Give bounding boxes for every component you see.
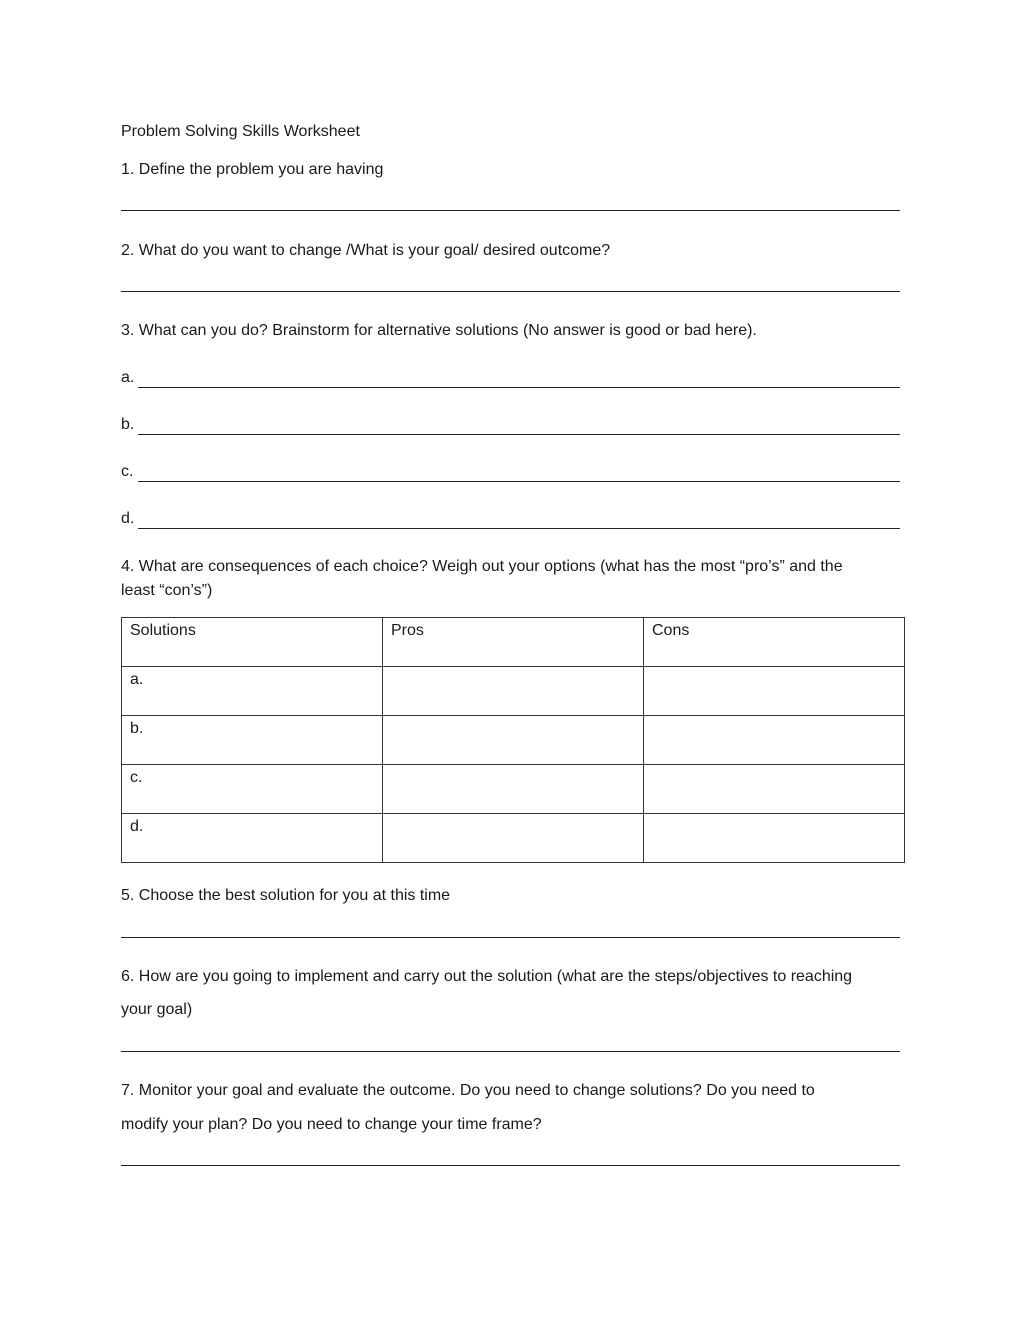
header-pros: Pros [383,618,644,667]
cons-cell[interactable] [644,765,905,814]
option-label: c. [121,463,134,480]
solution-cell[interactable]: a. [122,667,383,716]
pros-cons-table [121,617,905,863]
answer-line-7[interactable] [121,1165,900,1166]
answer-line-5[interactable] [121,937,900,938]
question-1: 1. Define the problem you are having [121,161,384,178]
table-header-row [122,618,905,667]
question-7-line-2: modify your plan? Do you need to change your time frame? [121,1116,542,1133]
pros-cell[interactable] [383,765,644,814]
table-row [122,667,905,716]
option-row-d [121,509,900,529]
option-row-a [121,368,900,388]
solution-cell[interactable]: d. [122,814,383,863]
option-row-c [121,462,900,482]
pros-cell[interactable] [383,667,644,716]
table-row [122,814,905,863]
option-label: d. [121,510,135,527]
solution-cell[interactable]: c. [122,765,383,814]
question-4-line-1: 4. What are consequences of each choice? Weigh out your options (what has the most “pro’s” and the [121,558,843,575]
question-3: 3. What can you do? Brainstorm for alternative solutions (No answer is good or bad here). [121,322,757,339]
option-answer-line[interactable] [138,387,900,388]
header-cons: Cons [644,618,905,667]
question-4-line-2: least “con’s”) [121,582,213,599]
solution-cell[interactable]: b. [122,716,383,765]
pros-cell[interactable] [383,814,644,863]
cons-cell[interactable] [644,667,905,716]
header-solutions: Solutions [122,618,383,667]
option-answer-line[interactable] [138,481,900,482]
answer-line-1[interactable] [121,210,900,211]
question-7-line-1: 7. Monitor your goal and evaluate the outcome. Do you need to change solutions? Do you need to [121,1082,815,1099]
question-6-line-1: 6. How are you going to implement and carry out the solution (what are the steps/objectives to reaching [121,968,853,985]
option-label: a. [121,369,135,386]
question-5: 5. Choose the best solution for you at this time [121,887,451,904]
option-answer-line[interactable] [138,528,900,529]
answer-line-6[interactable] [121,1051,900,1052]
cons-cell[interactable] [644,814,905,863]
option-row-b [121,415,900,435]
question-6-line-2: your goal) [121,1001,193,1018]
worksheet-title: Problem Solving Skills Worksheet [121,123,360,140]
answer-line-2[interactable] [121,291,900,292]
cons-cell[interactable] [644,716,905,765]
question-2: 2. What do you want to change /What is your goal/ desired outcome? [121,242,611,259]
pros-cell[interactable] [383,716,644,765]
option-answer-line[interactable] [138,434,900,435]
table-row [122,716,905,765]
option-label: b. [121,416,135,433]
table-row [122,765,905,814]
